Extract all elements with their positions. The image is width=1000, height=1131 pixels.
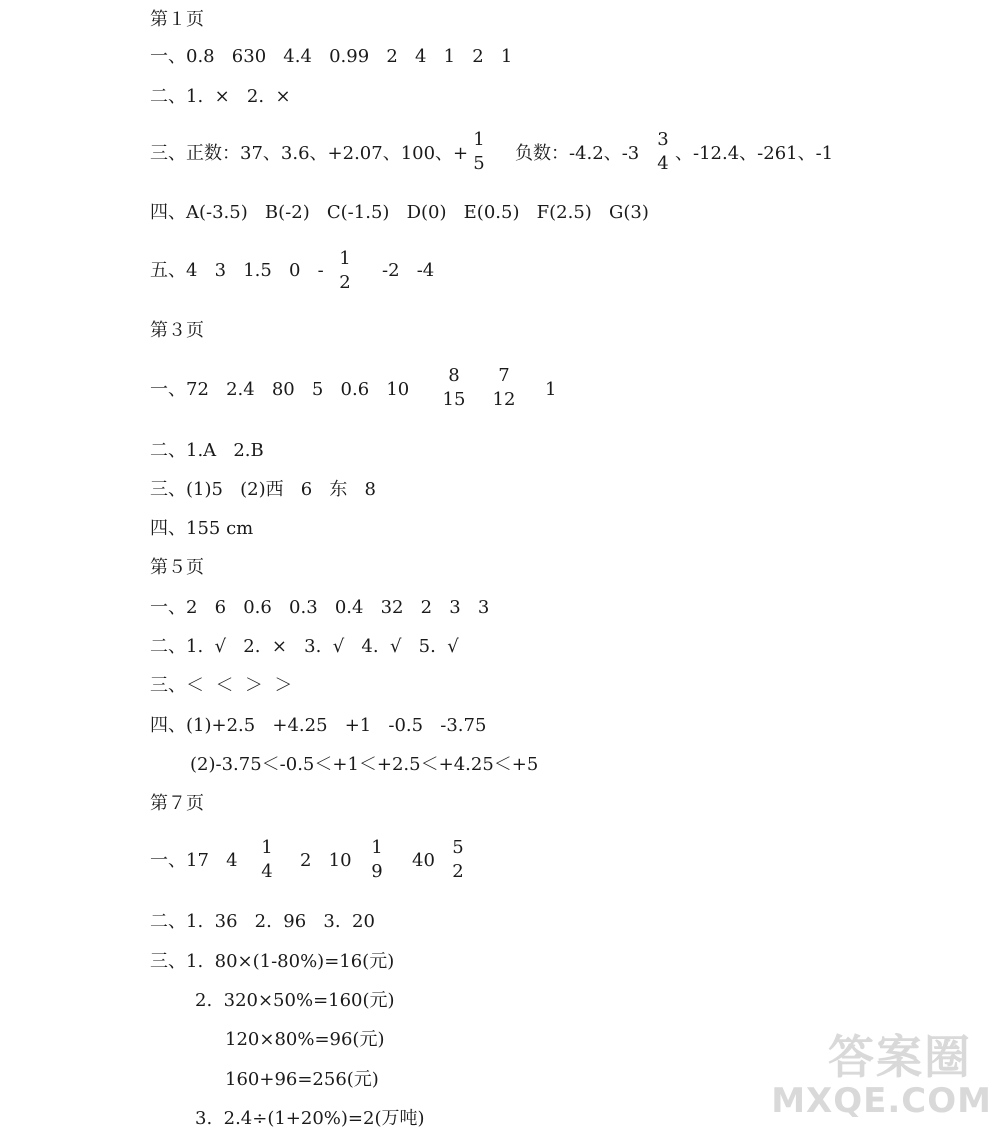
p3-section-1-rest: 1 (545, 379, 557, 400)
numerator: 5 (452, 837, 464, 858)
p5-section-4-part2: (2)-3.75＜-0.5＜+1＜+2.5＜+4.25＜+5 (190, 754, 539, 775)
p7-section-3-q2-step3: 160+96=256(元) (225, 1069, 379, 1090)
page3-header: 第３页 (150, 320, 204, 341)
p1-section-1: 一、0.8 630 4.4 0.99 2 4 1 2 1 (150, 46, 513, 67)
fraction (259, 836, 275, 884)
denominator: 5 (473, 153, 485, 174)
p7-section-1-mid: 2 10 (300, 850, 352, 871)
fraction (450, 836, 466, 884)
watermark-url: MXQE.COM (771, 1081, 992, 1121)
denominator: 9 (371, 861, 383, 882)
denominator: 12 (492, 389, 516, 410)
p3-section-4: 四、155 cm (150, 518, 254, 539)
p1-section-3-negative: 负数：-4.2、-3 (515, 143, 640, 164)
p5-section-1: 一、2 6 0.6 0.3 0.4 32 2 3 3 (150, 597, 490, 618)
fraction (369, 836, 385, 884)
p3-section-3: 三、(1)5 (2)西 6 东 8 (150, 479, 377, 500)
p7-section-3-q2: 2. 320×50%=160(元) (195, 990, 395, 1011)
denominator: 4 (657, 153, 669, 174)
fraction (471, 128, 487, 176)
numerator: 1 (473, 129, 485, 150)
denominator: 15 (442, 389, 466, 410)
p1-section-4: 四、A(-3.5) B(-2) C(-1.5) D(0) E(0.5) F(2.5) G(3) (150, 202, 649, 223)
p7-section-1-tail: 40 (412, 850, 435, 871)
p7-section-3-q3: 3. 2.4÷(1+20%)=2(万吨) (195, 1108, 425, 1129)
p5-section-2: 二、1. √ 2. × 3. √ 4. √ 5. √ (150, 636, 459, 657)
watermark-logo (771, 1015, 992, 1125)
p1-section-2: 二、1. × 2. × (150, 86, 291, 107)
numerator: 7 (498, 365, 510, 386)
p1-section-3-positive: 三、正数：37、3.6、+2.07、100、+ (150, 143, 469, 164)
numerator: 1 (339, 248, 351, 269)
watermark-brand: 答案圈 (828, 1030, 972, 1084)
p7-section-3-q1: 三、1. 80×(1-80%)=16(元) (150, 951, 395, 972)
denominator: 4 (261, 861, 273, 882)
p1-section-3-negative-rest: 、-12.4、-261、-1 (675, 143, 834, 164)
p1-section-5-rest: -2 -4 (382, 260, 435, 281)
page1-header: 第１页 (150, 9, 204, 30)
page7-header: 第７页 (150, 793, 204, 814)
fraction (490, 364, 518, 412)
p7-section-3-q2-step2: 120×80%=96(元) (225, 1029, 385, 1050)
numerator: 1 (261, 837, 273, 858)
p7-section-1: 一、17 4 (150, 850, 238, 871)
denominator: 2 (452, 861, 464, 882)
p3-section-2: 二、1.A 2.B (150, 440, 264, 461)
p7-section-2: 二、1. 36 2. 96 3. 20 (150, 911, 375, 932)
page5-header: 第５页 (150, 557, 204, 578)
p3-section-1: 一、72 2.4 80 5 0.6 10 (150, 379, 410, 400)
fraction (440, 364, 468, 412)
p1-section-5: 五、4 3 1.5 0 - (150, 260, 324, 281)
denominator: 2 (339, 272, 351, 293)
numerator: 3 (657, 129, 669, 150)
fraction (655, 128, 671, 176)
numerator: 1 (371, 837, 383, 858)
fraction (337, 247, 353, 295)
p5-section-3: 三、＜ ＜ ＞ ＞ (150, 675, 293, 696)
p5-section-4-part1: 四、(1)+2.5 +4.25 +1 -0.5 -3.75 (150, 715, 487, 736)
numerator: 8 (448, 365, 460, 386)
